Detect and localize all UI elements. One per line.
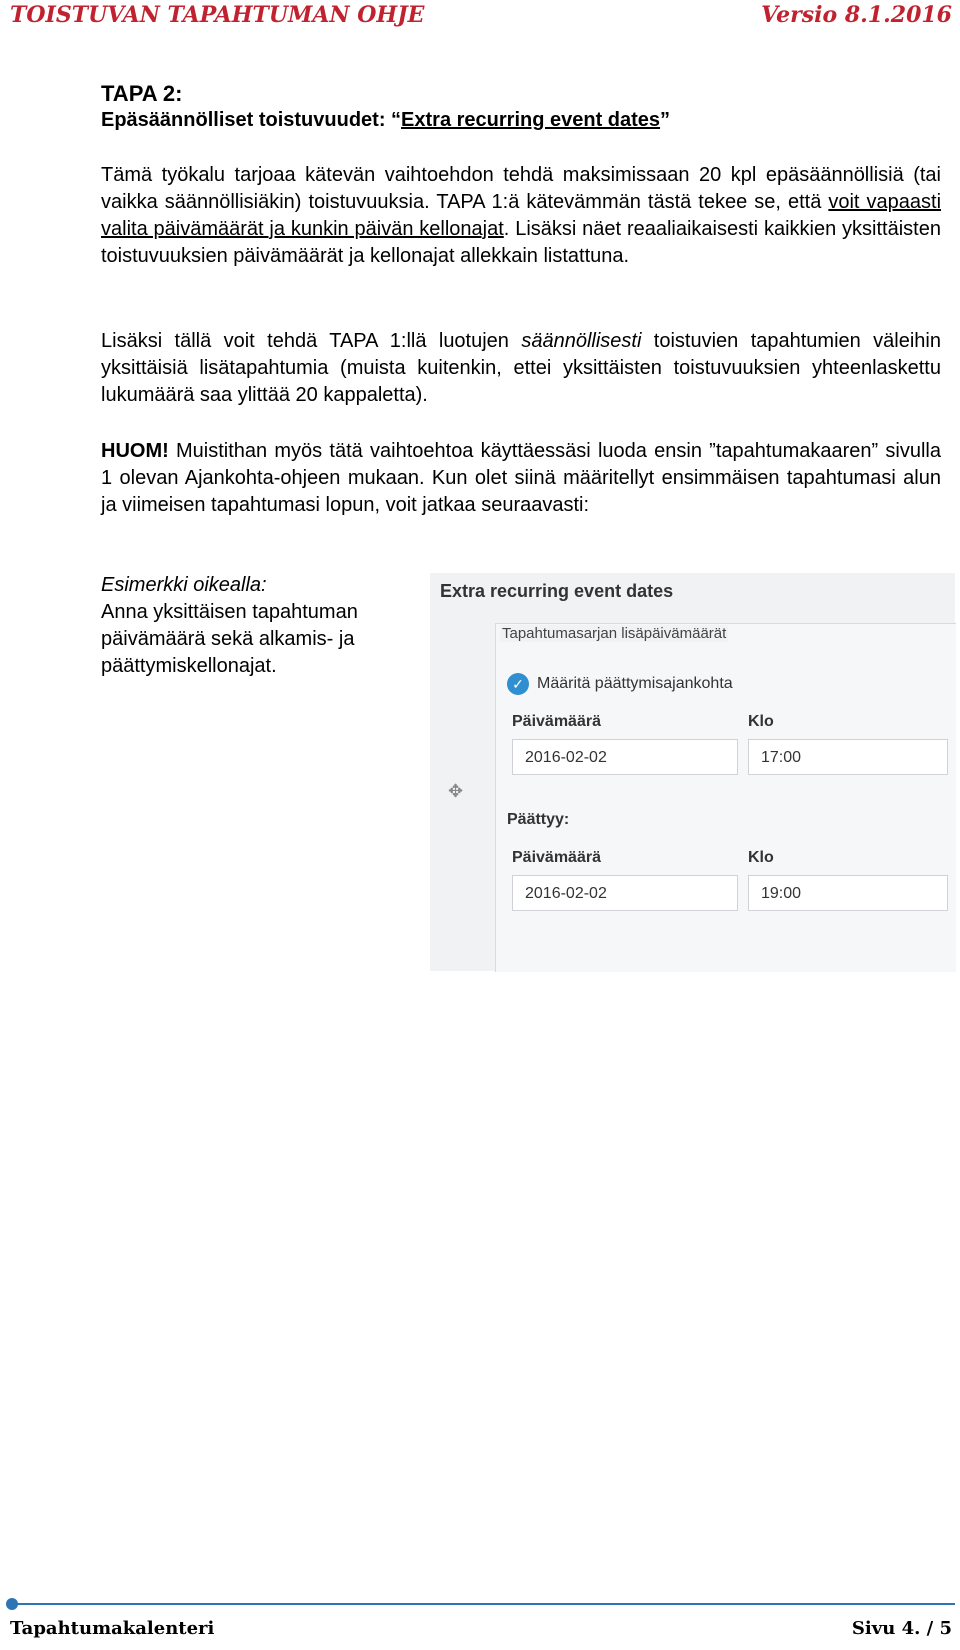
paragraph-additional [101,328,941,409]
p1-underlined: voit vapaasti valita päivämäärät ja kunkin päivän kellonajat [101,191,942,240]
date-label-start: Päivämäärä [512,713,601,730]
page-header [0,0,960,34]
checkbox-label: Määritä päättymisajankohta [537,675,733,693]
time-label-end: Klo [748,849,774,866]
section-subtitle [101,107,941,134]
ended-label: Päättyy: [507,811,570,828]
p2-text-b: toistuvien tapahtumien väleihin yksittäisiä lisätapahtumia (muista kuitenkin, ettei yksittäisten toistuvuuksien yhteenlaskettu lukumäärä saa ylittää 20 kappaletta). [101,330,941,406]
panel-title: Extra recurring event dates [440,581,674,601]
footer-app-name: Tapahtumakalenteri [10,1618,215,1639]
p2-italic: säännöllisesti [521,330,642,352]
note-bold: HUOM! [101,440,169,462]
screenshot-panel [430,573,955,971]
subtitle-link[interactable]: Extra recurring event dates [401,109,661,131]
p1-text-a: Tämä työkalu tarjoaa kätevän vaihtoehdon tehdä maksimissaan 20 kpl epäsäännöllisiä (tai vaikka säännöllisiäkin) toistuvuuksia. TAPA 1:ä kätevämmän tästä tekee se, että [101,164,941,213]
start-time-input[interactable]: 17:00 [748,739,948,775]
end-time-checkbox-row[interactable] [507,673,733,695]
start-date-input[interactable]: 2016-02-02 [512,739,738,775]
header-version: Versio 8.1.2016 [761,2,952,28]
time-label-start: Klo [748,713,774,730]
example-heading: Esimerkki oikealla: [101,574,267,596]
paragraph-intro [101,162,941,270]
subtitle-prefix: Epäsäännölliset toistuvuudet: [101,109,392,131]
note-text: Muistithan myös tätä vaihtoehtoa käyttäessäsi luoda ensin ”tapahtumakaaren” sivulla 1 olevan Ajankohta-ohjeen mukaan. Kun olet siinä määritellyt ensimmäisen tapahtumasi alun ja viimeisen tapahtumasi lopun, voit jatkaa seuraavasti: [101,440,941,516]
header-title: TOISTUVAN TAPAHTUMAN OHJE [10,2,425,28]
subtitle-open-quote: “ [391,109,402,131]
end-time-input[interactable]: 19:00 [748,875,948,911]
subtitle-close-quote: ” [660,109,671,131]
fieldset-legend: Tapahtumasarjan lisäpäivämäärät [502,625,727,642]
date-label-end: Päivämäärä [512,849,601,866]
footer-page-number: Sivu 4. / 5 [851,1618,952,1639]
end-date-input[interactable]: 2016-02-02 [512,875,738,911]
checkbox-checked-icon[interactable]: ✓ [507,673,529,695]
paragraph-note [101,438,941,519]
example-caption [101,572,401,680]
footer-divider [10,1603,955,1605]
example-text: Anna yksittäisen tapahtuman päivämäärä sekä alkamis- ja päättymiskellonajat. [101,601,358,677]
section-label: TAPA 2: [101,81,183,106]
footer-divider-dot [6,1598,18,1610]
move-handle-icon[interactable]: ✥ [448,781,464,801]
p1-text-b: . Lisäksi näet reaaliaikaisesti kaikkien yksittäisten toistuvuuksien päivämäärät ja kellonajat allekkain listattuna. [101,218,941,267]
p2-text-a: Lisäksi tällä voit tehdä TAPA 1:llä luotujen [101,330,522,352]
